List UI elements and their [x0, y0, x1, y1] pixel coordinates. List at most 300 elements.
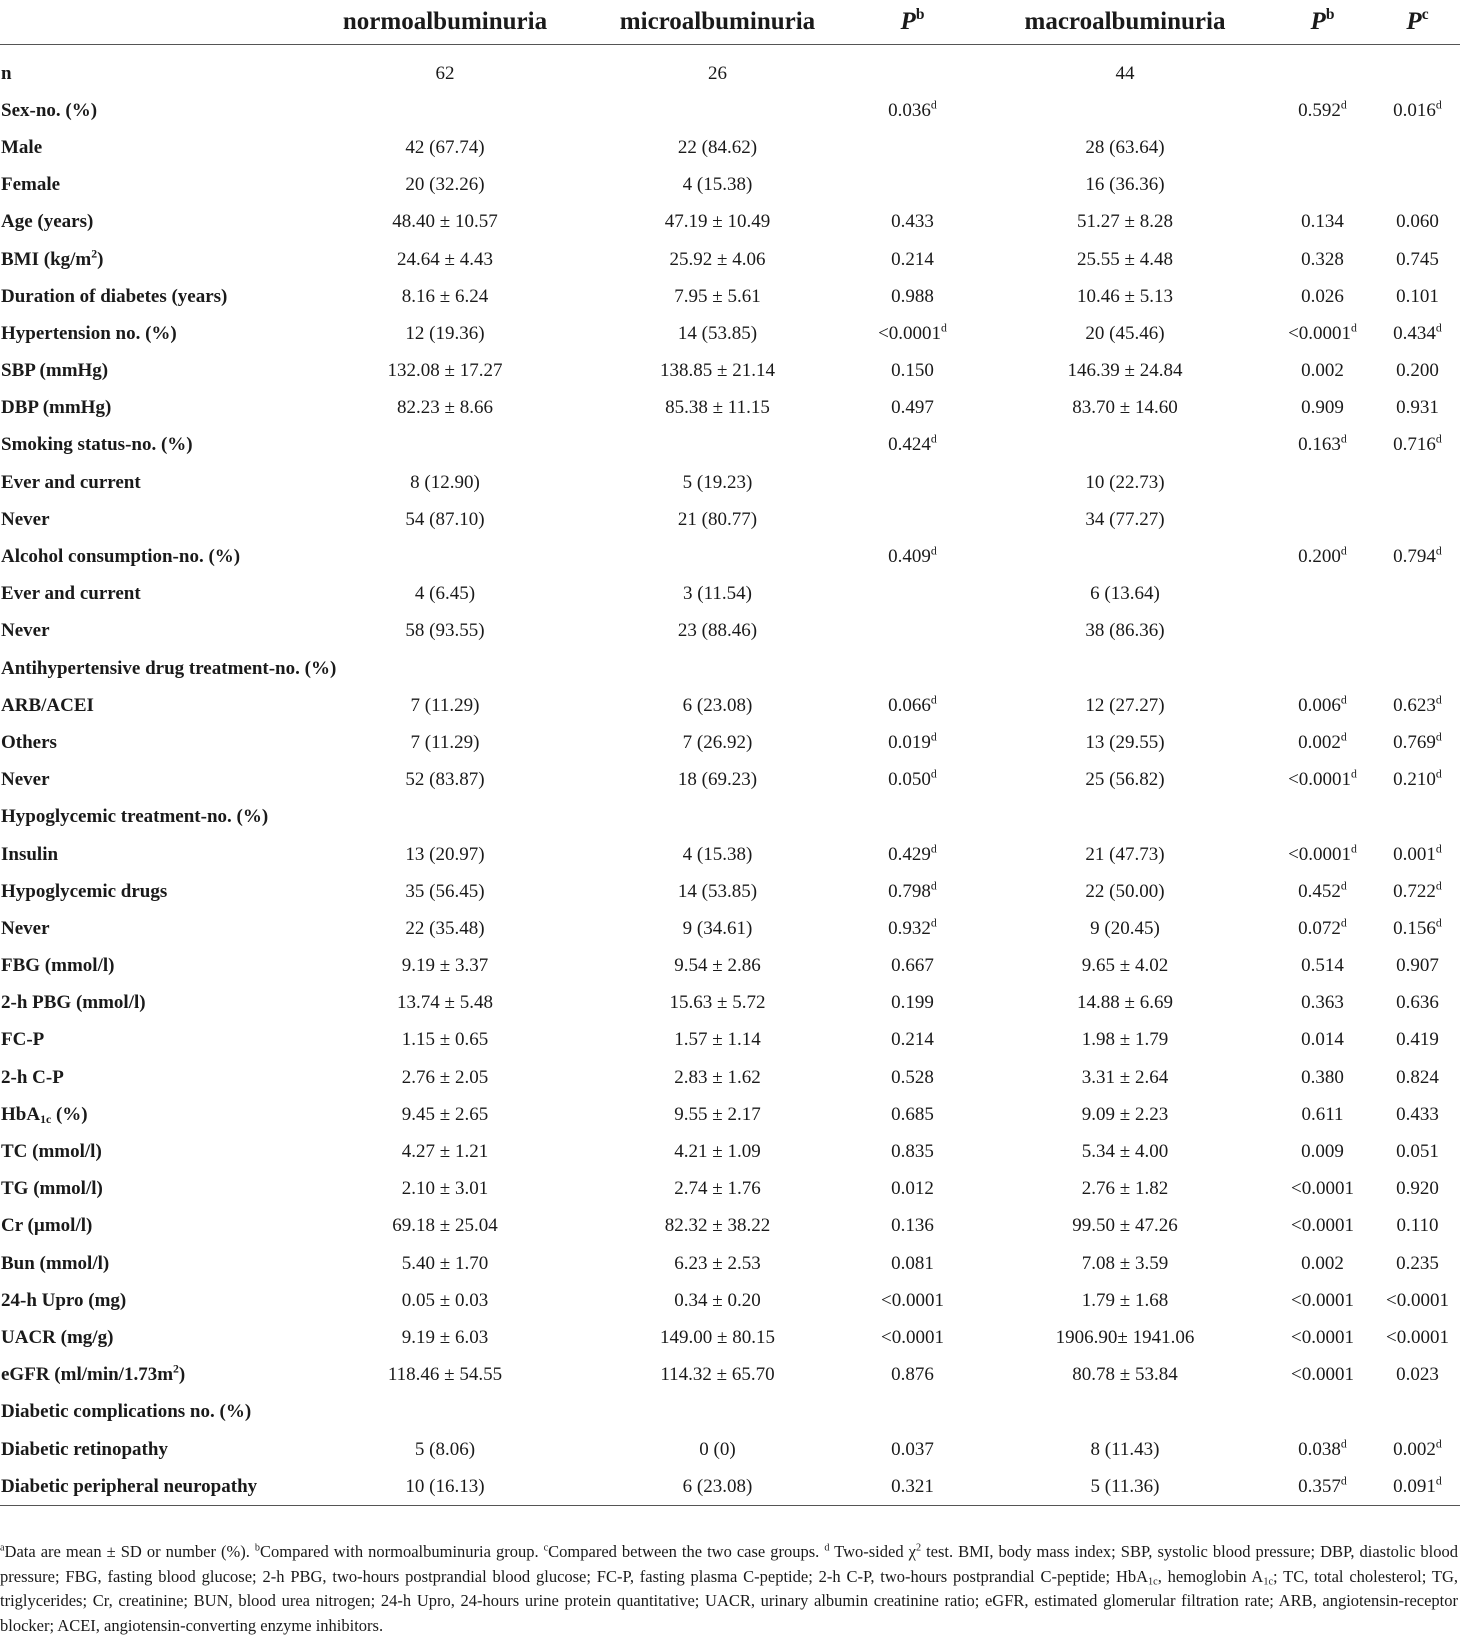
- cell-p-c: [1375, 1208, 1460, 1245]
- cell-p-c: [1375, 501, 1460, 538]
- cell-p-b-macro-value: 0.592: [1298, 99, 1341, 121]
- cell-microalbuminuria-value: 9.55 ± 2.17: [674, 1103, 761, 1125]
- cell-macroalbuminuria: [980, 1357, 1270, 1394]
- cell-p-b-macro: [1270, 390, 1375, 427]
- cell-normoalbuminuria-value: 24.64 ± 4.43: [397, 248, 493, 270]
- cell-normoalbuminuria: [300, 836, 590, 873]
- cell-p-b-macro-value: 0.363: [1301, 992, 1344, 1014]
- cell-p-b-micro: [845, 724, 980, 761]
- table-row: [0, 1319, 1460, 1356]
- row-label: [0, 762, 300, 799]
- cell-macroalbuminuria: [980, 45, 1270, 93]
- row-label: [0, 501, 300, 538]
- row-label: [0, 315, 300, 352]
- cell-microalbuminuria: [590, 1468, 845, 1506]
- cell-p-b-macro-value: 0.328: [1301, 248, 1344, 270]
- row-label: [0, 353, 300, 390]
- cell-p-b-macro: [1270, 1059, 1375, 1096]
- cell-p-b-micro-value: 0.429: [888, 843, 931, 865]
- cell-macroalbuminuria: [980, 501, 1270, 538]
- cell-macroalbuminuria: [980, 1059, 1270, 1096]
- cell-microalbuminuria-value: 2.83 ± 1.62: [674, 1066, 761, 1088]
- cell-p-c: [1375, 464, 1460, 501]
- table-body: [0, 45, 1460, 1506]
- cell-macroalbuminuria: [980, 464, 1270, 501]
- cell-normoalbuminuria-value: 20 (32.26): [405, 174, 485, 196]
- cell-macroalbuminuria: [980, 1096, 1270, 1133]
- cell-p-c: [1375, 1282, 1460, 1319]
- cell-p-b-micro-value: 0.214: [891, 1029, 934, 1051]
- row-label-text: ARB/ACEI: [1, 694, 94, 716]
- footnote-text-d4: ; TC, total cholesterol; TG, triglycerides; Cr, creatinine; BUN, blood urea nitrogen; 24-h Upro, 24-hours urine protein quantitative; UACR, urinary albumin creatinine ratio; eGFR, estimated glomerular filtration rate; ARB, angiotensin-receptor blocker; ACEI, angiotensin-converting enzyme inhibitors.: [0, 1566, 1458, 1635]
- cell-p-b-micro-value: 0.150: [891, 360, 934, 382]
- cell-normoalbuminuria: [300, 1394, 590, 1431]
- cell-p-b-macro-value: <0.0001: [1291, 1215, 1354, 1237]
- row-label: [0, 92, 300, 129]
- cell-p-b-micro-value: <0.0001: [881, 1326, 944, 1348]
- cell-normoalbuminuria-value: 9.19 ± 3.37: [401, 955, 489, 977]
- cell-p-b-macro: [1270, 985, 1375, 1022]
- cell-microalbuminuria-value: 7.95 ± 5.61: [674, 285, 761, 307]
- row-label: [0, 204, 300, 241]
- cell-p-c: [1375, 985, 1460, 1022]
- table-row: [0, 1208, 1460, 1245]
- cell-p-b-macro: [1270, 204, 1375, 241]
- cell-macroalbuminuria: [980, 167, 1270, 204]
- row-label: [0, 167, 300, 204]
- cell-p-b-micro: [845, 45, 980, 93]
- cell-p-b-macro-sup: d: [1340, 1474, 1347, 1488]
- row-label: [0, 1096, 300, 1133]
- cell-p-b-micro-value: 0.050: [888, 769, 931, 791]
- row-label: [0, 576, 300, 613]
- cell-p-b-macro-value: 0.909: [1301, 397, 1344, 419]
- cell-normoalbuminuria-value: 42 (67.74): [405, 136, 485, 158]
- cell-normoalbuminuria: [300, 538, 590, 575]
- footnote-text-c: Compared between the two case groups.: [548, 1542, 825, 1561]
- row-label-text: TG (mmol/l): [1, 1178, 103, 1200]
- cell-p-b-macro-value: 0.002: [1301, 360, 1344, 382]
- row-label-text: TC (mmol/l): [1, 1141, 102, 1163]
- cell-p-b-micro: [845, 1357, 980, 1394]
- cell-p-b-macro-sup: d: [1340, 98, 1347, 112]
- row-label-text: Cr (µmol/l): [1, 1215, 93, 1237]
- cell-p-c: [1375, 650, 1460, 687]
- cell-microalbuminuria: [590, 129, 845, 166]
- table-row: [0, 1468, 1460, 1506]
- table-row: [0, 204, 1460, 241]
- cell-macroalbuminuria: [980, 948, 1270, 985]
- cell-p-b-macro: [1270, 1319, 1375, 1356]
- cell-p-b-macro-value: 0.002: [1301, 1252, 1344, 1274]
- cell-macroalbuminuria-value: 22 (50.00): [1085, 880, 1165, 902]
- cell-normoalbuminuria-value: 82.23 ± 8.66: [397, 397, 493, 419]
- header-label: [0, 0, 300, 45]
- cell-macroalbuminuria-value: 16 (36.36): [1085, 174, 1165, 196]
- cell-microalbuminuria-value: 26: [708, 62, 727, 84]
- row-label-text: eGFR (ml/min/1.73m: [1, 1364, 174, 1386]
- cell-normoalbuminuria: [300, 1171, 590, 1208]
- cell-p-c-value: 0.722: [1393, 880, 1436, 902]
- cell-p-c: [1375, 129, 1460, 166]
- cell-p-b-macro: [1270, 762, 1375, 799]
- row-label: [0, 427, 300, 464]
- cell-macroalbuminuria: [980, 724, 1270, 761]
- cell-p-c: [1375, 278, 1460, 315]
- cell-p-b-micro: [845, 1431, 980, 1468]
- cell-microalbuminuria-value: 7 (26.92): [682, 731, 753, 753]
- cell-p-c: [1375, 167, 1460, 204]
- row-label-sup: 2: [173, 1362, 179, 1376]
- cell-macroalbuminuria-value: 9.65 ± 4.02: [1081, 955, 1169, 977]
- cell-p-c: [1375, 1059, 1460, 1096]
- row-label: [0, 1133, 300, 1170]
- cell-p-c-sup: d: [1435, 693, 1442, 707]
- cell-normoalbuminuria-value: 118.46 ± 54.55: [387, 1364, 503, 1386]
- cell-microalbuminuria: [590, 650, 845, 687]
- cell-p-b-micro: [845, 501, 980, 538]
- cell-p-b-micro: [845, 278, 980, 315]
- cell-normoalbuminuria: [300, 948, 590, 985]
- cell-microalbuminuria-value: 6 (23.08): [682, 1475, 753, 1497]
- cell-macroalbuminuria: [980, 1319, 1270, 1356]
- row-label-text: Alcohol consumption-no. (%): [1, 546, 241, 568]
- footnote-text-d2: test. BMI, body mass index; SBP, systolic blood pressure; DBP, diastolic blood pressure; FBG, fasting blood glucose; 2-h PBG, two-hours postprandial blood glucose; FC-P, fasting plasma C-peptide; 2-h C-P, two-hours postprandial C-peptide; HbA: [0, 1542, 1459, 1586]
- cell-normoalbuminuria: [300, 1357, 590, 1394]
- footnote-text-d1: Two-sided: [829, 1542, 909, 1561]
- cell-macroalbuminuria-value: 10 (22.73): [1085, 471, 1165, 493]
- cell-p-b-micro: [845, 390, 980, 427]
- cell-p-b-micro-value: 0.036: [888, 99, 931, 121]
- cell-p-b-micro: [845, 836, 980, 873]
- cell-p-b-micro-sup: d: [930, 841, 937, 855]
- cell-p-c: [1375, 836, 1460, 873]
- cell-normoalbuminuria-value: 0.05 ± 0.03: [401, 1289, 489, 1311]
- row-label-text: Hypoglycemic drugs: [1, 880, 168, 902]
- footnote-text-d3: , hemoglobin A: [1157, 1566, 1264, 1586]
- row-label-text: SBP (mmHg): [1, 360, 109, 382]
- row-label-text: Duration of diabetes (years): [1, 285, 228, 307]
- cell-normoalbuminuria: [300, 1319, 590, 1356]
- row-label-text: Never: [1, 620, 50, 642]
- table-row: [0, 427, 1460, 464]
- cell-p-b-macro-value: <0.0001: [1291, 1326, 1354, 1348]
- header-p-b-1-sup: b: [915, 5, 925, 23]
- cell-normoalbuminuria-value: 8.16 ± 6.24: [401, 285, 489, 307]
- row-label-text: Diabetic complications no. (%): [1, 1401, 252, 1423]
- cell-microalbuminuria: [590, 873, 845, 910]
- cell-microalbuminuria: [590, 1059, 845, 1096]
- cell-microalbuminuria-value: 149.00 ± 80.15: [660, 1326, 775, 1348]
- row-label: [0, 464, 300, 501]
- cell-microalbuminuria: [590, 45, 845, 93]
- cell-microalbuminuria: [590, 1171, 845, 1208]
- cell-microalbuminuria-value: 4.21 ± 1.09: [674, 1141, 761, 1163]
- cell-normoalbuminuria-value: 2.10 ± 3.01: [401, 1178, 489, 1200]
- cell-macroalbuminuria-value: 99.50 ± 47.26: [1072, 1215, 1178, 1237]
- row-label-text: Insulin: [1, 843, 59, 865]
- table-row: [0, 687, 1460, 724]
- cell-microalbuminuria-value: 6 (23.08): [682, 694, 753, 716]
- cell-p-b-macro-value: <0.0001: [1291, 1364, 1354, 1386]
- row-label-text: 2-h PBG (mmol/l): [1, 992, 146, 1014]
- cell-p-b-micro-sup: d: [930, 432, 937, 446]
- cell-macroalbuminuria: [980, 353, 1270, 390]
- header-p-b-2: [1270, 0, 1375, 45]
- cell-microalbuminuria: [590, 1431, 845, 1468]
- cell-p-c: [1375, 1171, 1460, 1208]
- table-row: [0, 724, 1460, 761]
- cell-p-b-macro-sup: d: [1340, 1436, 1347, 1450]
- cell-macroalbuminuria-value: 21 (47.73): [1085, 843, 1165, 865]
- cell-p-b-micro: [845, 799, 980, 836]
- cell-normoalbuminuria: [300, 464, 590, 501]
- cell-p-b-micro: [845, 1171, 980, 1208]
- cell-normoalbuminuria: [300, 762, 590, 799]
- row-label-tail: ): [178, 1364, 186, 1386]
- row-label-text: Ever and current: [1, 583, 141, 605]
- cell-p-c-value: 0.769: [1393, 731, 1436, 753]
- cell-microalbuminuria-value: 18 (69.23): [677, 769, 758, 791]
- cell-p-c: [1375, 762, 1460, 799]
- cell-p-b-macro: [1270, 129, 1375, 166]
- cell-p-b-micro: [845, 315, 980, 352]
- cell-microalbuminuria-value: 15.63 ± 5.72: [669, 992, 766, 1014]
- header-p-b-2-sup: b: [1325, 5, 1335, 23]
- cell-p-b-micro: [845, 1319, 980, 1356]
- header-microalbuminuria: microalbuminuria: [590, 0, 845, 45]
- cell-p-c: [1375, 1133, 1460, 1170]
- cell-p-b-micro-value: 0.019: [888, 731, 931, 753]
- cell-microalbuminuria-value: 0 (0): [699, 1438, 736, 1460]
- cell-microalbuminuria-value: 138.85 ± 21.14: [660, 360, 775, 382]
- table-row: [0, 836, 1460, 873]
- footnote-text-a: Data are mean ± SD or number (%).: [4, 1542, 255, 1561]
- cell-p-c-value: 0.931: [1396, 397, 1439, 419]
- cell-macroalbuminuria: [980, 836, 1270, 873]
- cell-normoalbuminuria: [300, 1096, 590, 1133]
- row-label-tail: ): [97, 248, 104, 270]
- cell-p-b-macro-value: <0.0001: [1288, 843, 1352, 865]
- cell-p-c-value: 0.716: [1393, 434, 1436, 456]
- row-label: [0, 1431, 300, 1468]
- row-label: [0, 278, 300, 315]
- header-macroalbuminuria: macroalbuminuria: [980, 0, 1270, 45]
- cell-macroalbuminuria: [980, 613, 1270, 650]
- table-row: [0, 278, 1460, 315]
- cell-p-c: [1375, 204, 1460, 241]
- cell-p-b-micro-value: 0.932: [888, 917, 931, 939]
- cell-p-c-sup: d: [1435, 432, 1442, 446]
- row-label: [0, 390, 300, 427]
- row-label-text: 24-h Upro (mg): [1, 1289, 127, 1311]
- cell-microalbuminuria: [590, 1208, 845, 1245]
- cell-macroalbuminuria-value: 5 (11.36): [1090, 1475, 1160, 1497]
- cell-p-c-value: 0.907: [1396, 955, 1439, 977]
- footnote-chi: χ: [908, 1542, 916, 1561]
- footnote-hba-sub-2: 1c: [1263, 1576, 1273, 1588]
- cell-p-b-macro-value: 0.380: [1301, 1066, 1344, 1088]
- table-row: [0, 948, 1460, 985]
- table-row: [0, 92, 1460, 129]
- cell-p-b-micro-value: 0.081: [891, 1252, 934, 1274]
- cell-normoalbuminuria-value: 52 (83.87): [405, 769, 485, 791]
- cell-macroalbuminuria-value: 80.78 ± 53.84: [1072, 1364, 1178, 1386]
- header-row: [0, 0, 1460, 45]
- cell-p-b-macro: [1270, 315, 1375, 352]
- cell-p-c: [1375, 799, 1460, 836]
- cell-normoalbuminuria: [300, 1022, 590, 1059]
- row-label: [0, 948, 300, 985]
- cell-p-c-value: 0.051: [1396, 1141, 1439, 1163]
- cell-p-c: [1375, 1357, 1460, 1394]
- cell-p-c: [1375, 948, 1460, 985]
- cell-macroalbuminuria: [980, 650, 1270, 687]
- cell-p-b-macro-value: 0.357: [1298, 1475, 1341, 1497]
- row-label: [0, 538, 300, 575]
- cell-normoalbuminuria: [300, 204, 590, 241]
- cell-p-b-macro-sup: d: [1340, 879, 1347, 893]
- cell-p-c: [1375, 427, 1460, 464]
- table-row: [0, 538, 1460, 575]
- cell-macroalbuminuria: [980, 1245, 1270, 1282]
- row-label-text: Diabetic retinopathy: [1, 1438, 168, 1460]
- row-label: [0, 45, 300, 93]
- cell-p-b-macro: [1270, 724, 1375, 761]
- cell-p-b-micro-value: 0.066: [888, 694, 931, 716]
- table-row: [0, 799, 1460, 836]
- table-row: [0, 167, 1460, 204]
- cell-macroalbuminuria: [980, 129, 1270, 166]
- cell-macroalbuminuria: [980, 1431, 1270, 1468]
- table-row: [0, 762, 1460, 799]
- cell-normoalbuminuria-value: 12 (19.36): [405, 322, 485, 344]
- cell-normoalbuminuria-value: 48.40 ± 10.57: [392, 211, 498, 233]
- cell-p-c: [1375, 1394, 1460, 1431]
- cell-p-b-micro: [845, 241, 980, 278]
- table-row: [0, 1282, 1460, 1319]
- cell-p-b-macro-value: 0.514: [1301, 955, 1344, 977]
- cell-p-b-macro: [1270, 910, 1375, 947]
- cell-p-c-value: 0.091: [1393, 1475, 1436, 1497]
- cell-p-c-value: 0.060: [1396, 211, 1439, 233]
- cell-microalbuminuria: [590, 315, 845, 352]
- cell-p-b-macro-value: <0.0001: [1288, 322, 1352, 344]
- row-label-text: Age (years): [1, 211, 94, 233]
- cell-p-b-macro-value: 0.026: [1301, 285, 1344, 307]
- cell-p-b-macro: [1270, 1394, 1375, 1431]
- cell-macroalbuminuria: [980, 1208, 1270, 1245]
- cell-p-c-value: 0.156: [1393, 917, 1436, 939]
- cell-p-b-micro-value: 0.409: [888, 546, 931, 568]
- footnote-sup-c: c: [543, 1542, 549, 1554]
- cell-p-c: [1375, 724, 1460, 761]
- cell-p-b-macro-sup: d: [1340, 432, 1347, 446]
- cell-macroalbuminuria: [980, 762, 1270, 799]
- table-row: [0, 1096, 1460, 1133]
- cell-p-b-micro: [845, 464, 980, 501]
- cell-macroalbuminuria: [980, 315, 1270, 352]
- cell-macroalbuminuria-value: 38 (86.36): [1085, 620, 1165, 642]
- cell-p-b-macro: [1270, 464, 1375, 501]
- cell-normoalbuminuria: [300, 1133, 590, 1170]
- cell-p-b-macro-value: 0.163: [1298, 434, 1341, 456]
- table-row: [0, 129, 1460, 166]
- cell-p-c-value: 0.001: [1393, 843, 1436, 865]
- row-label: [0, 241, 300, 278]
- cell-normoalbuminuria-value: 2.76 ± 2.05: [401, 1066, 489, 1088]
- cell-microalbuminuria-value: 47.19 ± 10.49: [664, 211, 771, 233]
- table-row: [0, 1171, 1460, 1208]
- cell-microalbuminuria: [590, 241, 845, 278]
- cell-normoalbuminuria-value: 4 (6.45): [414, 583, 476, 605]
- cell-p-b-micro: [845, 873, 980, 910]
- cell-p-b-micro-value: 0.199: [891, 992, 934, 1014]
- cell-p-b-macro-value: <0.0001: [1291, 1178, 1354, 1200]
- cell-normoalbuminuria: [300, 1245, 590, 1282]
- cell-p-c: [1375, 92, 1460, 129]
- cell-microalbuminuria: [590, 576, 845, 613]
- row-label: [0, 613, 300, 650]
- row-label-text: Smoking status-no. (%): [1, 434, 193, 456]
- row-label: [0, 910, 300, 947]
- cell-normoalbuminuria: [300, 1282, 590, 1319]
- table-row: [0, 1357, 1460, 1394]
- cell-p-c: [1375, 1319, 1460, 1356]
- row-label-text: Bun (mmol/l): [1, 1252, 110, 1274]
- cell-p-c-sup: d: [1435, 730, 1442, 744]
- cell-p-b-micro: [845, 948, 980, 985]
- table-row: [0, 390, 1460, 427]
- cell-microalbuminuria: [590, 724, 845, 761]
- cell-normoalbuminuria: [300, 241, 590, 278]
- cell-normoalbuminuria: [300, 1059, 590, 1096]
- cell-macroalbuminuria-value: 146.39 ± 24.84: [1067, 360, 1183, 382]
- cell-microalbuminuria-value: 9.54 ± 2.86: [674, 955, 761, 977]
- cell-p-b-macro: [1270, 167, 1375, 204]
- cell-microalbuminuria-value: 4 (15.38): [682, 174, 753, 196]
- cell-microalbuminuria: [590, 687, 845, 724]
- cell-normoalbuminuria: [300, 1468, 590, 1506]
- table-row: [0, 985, 1460, 1022]
- cell-microalbuminuria-value: 21 (80.77): [677, 508, 758, 530]
- cell-microalbuminuria: [590, 538, 845, 575]
- cell-microalbuminuria-value: 85.38 ± 11.15: [665, 397, 770, 419]
- cell-microalbuminuria: [590, 167, 845, 204]
- cell-normoalbuminuria: [300, 278, 590, 315]
- cell-p-b-micro: [845, 129, 980, 166]
- cell-p-b-micro: [845, 687, 980, 724]
- cell-p-b-macro: [1270, 45, 1375, 93]
- table-row: [0, 45, 1460, 93]
- cell-macroalbuminuria: [980, 1468, 1270, 1506]
- footnote-sup-b: b: [254, 1542, 261, 1554]
- cell-macroalbuminuria-value: 7.08 ± 3.59: [1081, 1252, 1169, 1274]
- cell-p-c-value: 0.636: [1396, 992, 1439, 1014]
- cell-p-b-macro: [1270, 948, 1375, 985]
- cell-microalbuminuria: [590, 1133, 845, 1170]
- cell-normoalbuminuria-value: 9.19 ± 6.03: [401, 1326, 489, 1348]
- cell-p-c-value: 0.002: [1393, 1438, 1436, 1460]
- cell-normoalbuminuria-value: 5.40 ± 1.70: [401, 1252, 489, 1274]
- cell-p-b-macro: [1270, 427, 1375, 464]
- cell-p-b-micro: [845, 204, 980, 241]
- cell-p-c-sup: d: [1435, 916, 1442, 930]
- cell-normoalbuminuria: [300, 687, 590, 724]
- cell-macroalbuminuria-value: 13 (29.55): [1085, 731, 1165, 753]
- row-label-text: n: [1, 62, 12, 84]
- row-label: [0, 129, 300, 166]
